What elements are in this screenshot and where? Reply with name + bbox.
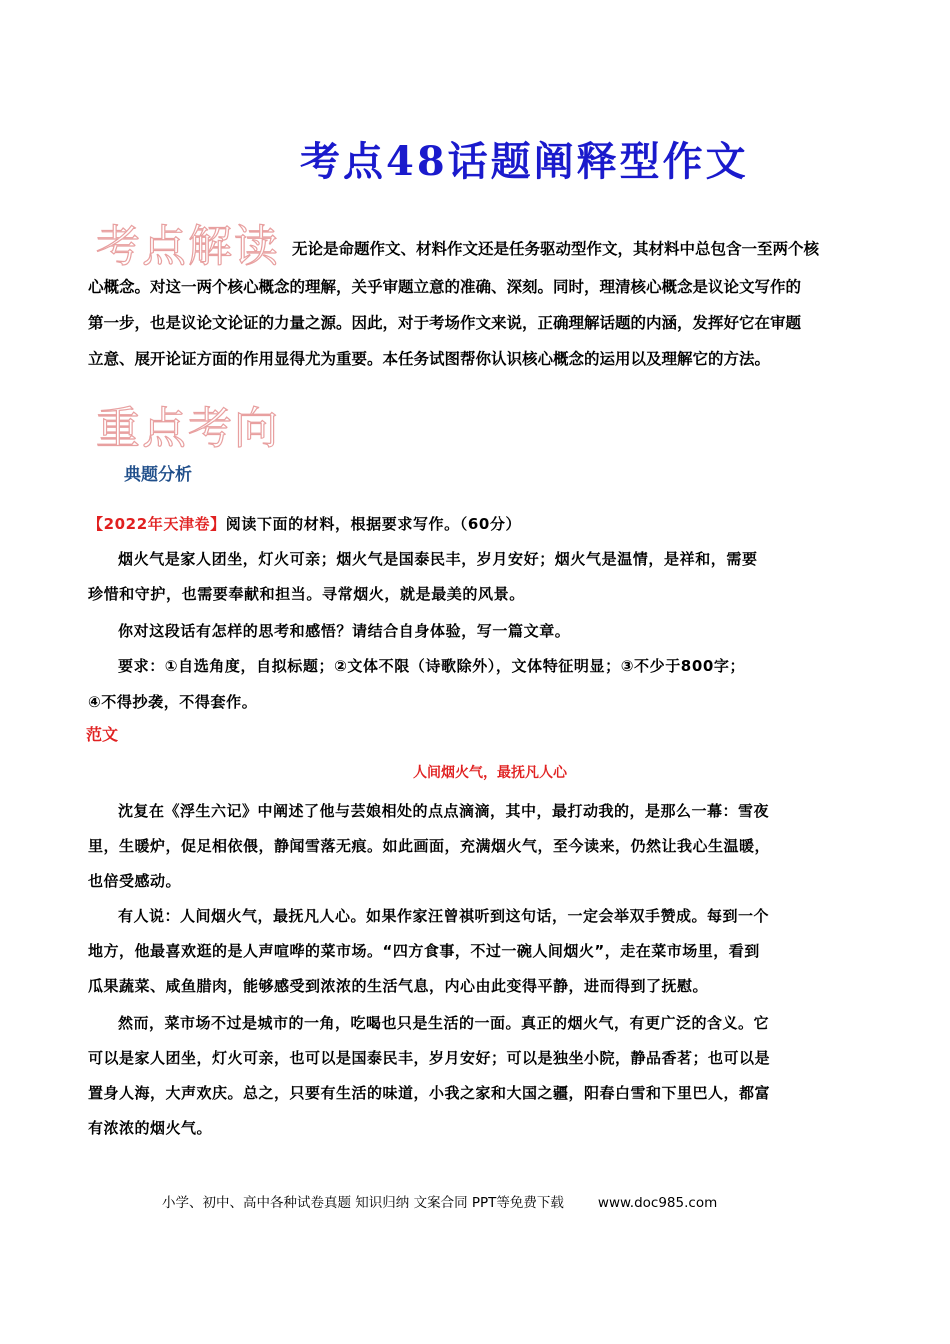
- essay-line: 里，生暖炉，促足相依偎，静闻雪落无痕。如此画面，充满烟火气，至今读来，仍然让我心生温暖，: [88, 837, 771, 855]
- sub-title-diantifenxi: 典题分析: [124, 465, 192, 485]
- requirements-line: 要求：①自选角度，自拟标题；②文体不限（诗歌除外），文体特征明显；③不少于800字；: [118, 657, 746, 675]
- exam-instruction: 阅读下面的材料，根据要求写作。（60分）: [225, 515, 522, 533]
- intro-paragraph: [88, 269, 864, 377]
- essay-line: 瓜果蔬菜、咸鱼腊肉，能够感受到浓浓的生活气息，内心由此变得平静，进而得到了抚慰。: [88, 977, 709, 995]
- material-line: 珍惜和守护，也需要奉献和担当。寻常烟火，就是最美的风景。: [88, 585, 525, 603]
- essay-paragraph: [88, 899, 864, 1004]
- essay-paragraph: [88, 794, 864, 899]
- essay-line: 可以是家人团坐，灯火可亲，也可以是国泰民丰，岁月安好；可以是独坐小院，静品香茗；也可以是: [88, 1049, 771, 1067]
- essay-line: 有浓浓的烟火气。: [88, 1119, 213, 1137]
- essay-line: 沈复在《浮生六记》中阐述了他与芸娘相处的点点滴滴，其中，最打动我的，是那么一幕：雪夜: [118, 802, 770, 820]
- footer-text: 小学、初中、高中各种试卷真题 知识归纳 文案合同 PPT等免费下载: [162, 1195, 564, 1211]
- exam-source-tag: 【2022年天津卷】: [88, 515, 226, 533]
- material-line: 烟火气是家人团坐，灯火可亲；烟火气是国泰民丰，岁月安好；烟火气是温情，是祥和，需要: [118, 550, 758, 568]
- footer-site-link[interactable]: www.doc985.com: [597, 1195, 718, 1211]
- intro-line: 心概念。对这一两个核心概念的理解，关乎审题立意的准确、深刻。同时，理清核心概念是议论文写作的: [88, 278, 802, 296]
- essay-line: 然而，菜市场不过是城市的一角，吃喝也只是生活的一面。真正的烟火气，有更广泛的含义。它: [118, 1014, 770, 1032]
- material-line: 你对这段话有怎样的思考和感悟？请结合自身体验，写一篇文章。: [118, 622, 571, 640]
- fanwen-label: 范文: [86, 725, 119, 744]
- intro-line: 第一步，也是议论文论证的力量之源。因此，对于考场作文来说，正确理解话题的内涵，发挥好它在审题: [88, 314, 802, 332]
- page-title: 考点48话题阐释型作文: [300, 138, 749, 185]
- exam-prompt-line: [88, 513, 521, 534]
- requirements-line: ④不得抄袭，不得套作。: [88, 693, 258, 711]
- essay-line: 地方，他最喜欢逛的是人声喧哗的菜市场。“四方食事，不过一碗人间烟火”，走在菜市场里，看到: [88, 942, 760, 960]
- section-heading-kaodian-jiedu: 考点解读: [96, 221, 280, 272]
- essay-line: 也倍受感动。: [88, 872, 182, 890]
- essay-paragraph: [88, 1006, 864, 1146]
- page-footer: [162, 1191, 717, 1211]
- essay-line: 有人说：人间烟火气，最抚凡人心。如果作家汪曾祺听到这句话，一定会举双手赞成。每到一个: [118, 907, 770, 925]
- intro-line: 立意、展开论证方面的作用显得尤为重要。本任务试图帮你认识核心概念的运用以及理解它的方法。: [88, 350, 771, 368]
- intro-first-line: 无论是命题作文、材料作文还是任务驱动型作文，其材料中总包含一至两个核: [292, 240, 820, 258]
- essay-line: 置身人海，大声欢庆。总之，只要有生活的味道，小我之家和大国之疆，阳春白雪和下里巴人，都富: [88, 1084, 771, 1102]
- section-heading-zhongdian-kaoxiang: 重点考向: [96, 403, 280, 454]
- essay-title: 人间烟火气，最抚凡人心: [413, 765, 567, 781]
